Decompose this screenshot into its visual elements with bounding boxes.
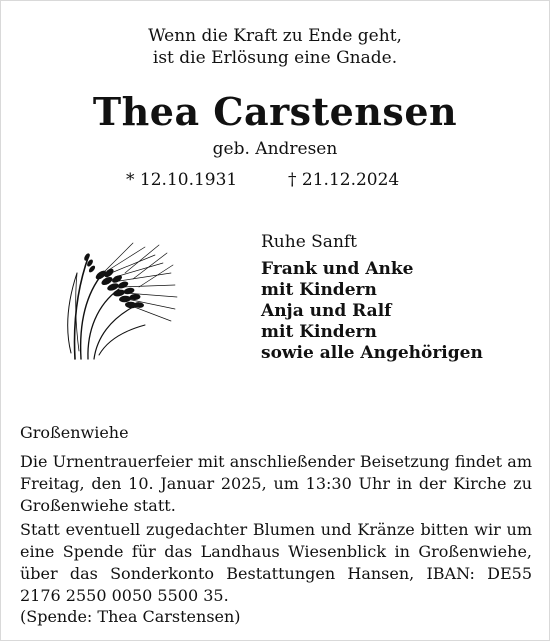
motto-line-1: Wenn die Kraft zu Ende geht, — [148, 26, 402, 46]
place-name: Großenwiehe — [20, 423, 129, 442]
death-date: † 21.12.2024 — [288, 170, 400, 190]
wheat-ears-icon — [63, 233, 181, 361]
mourner-line: Anja und Ralf — [261, 301, 392, 321]
mourner-line: mit Kindern — [261, 280, 377, 300]
deceased-name: Thea Carstensen — [92, 89, 458, 134]
donation-text: Statt eventuell zugedachter Blumen und Kränze bitten wir um eine Spende für das Landhaus Wiesenblick in Großenwiehe, über das Sonderkonto Bestattungen Hansen, IBAN: DE55 2176 2550 0050 5500 35. — [20, 520, 532, 605]
birth-date: * 12.10.1931 — [126, 170, 238, 190]
mourner-line: sowie alle Angehörigen — [261, 343, 483, 363]
donation-note: (Spende: Thea Carstensen) — [20, 607, 241, 626]
maiden-name: geb. Andresen — [212, 139, 338, 159]
mourners-intro: Ruhe Sanft — [261, 232, 358, 252]
mourner-line: mit Kindern — [261, 322, 377, 342]
ceremony-text: Die Urnentrauerfeier mit anschließender Beisetzung findet am Freitag, den 10. Januar 2025, um 13:30 Uhr in der Kirche zu Großenwiehe statt. — [20, 452, 532, 515]
mourner-line: Frank und Anke — [261, 259, 414, 279]
mourners-list — [261, 259, 483, 364]
motto-line-2: ist die Erlösung eine Gnade. — [152, 48, 398, 68]
